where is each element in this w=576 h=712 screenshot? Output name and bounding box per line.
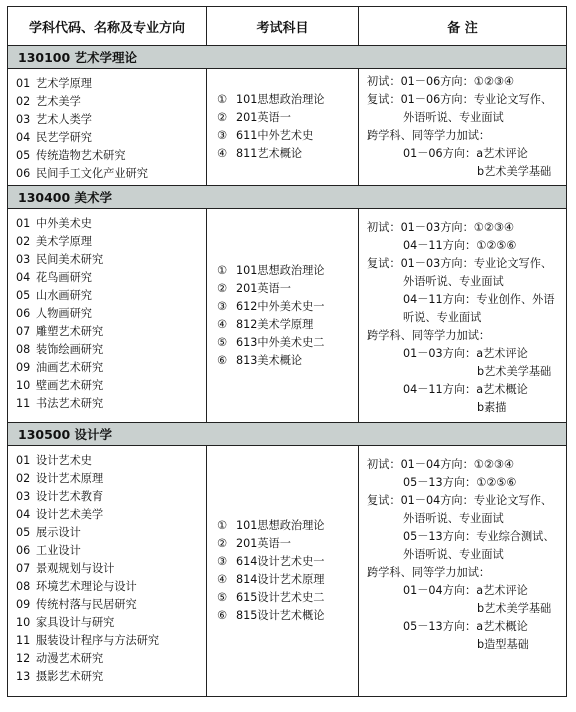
- major-item: [16, 650, 206, 668]
- major-code: 05: [16, 149, 31, 162]
- major-name: 展示设计: [36, 526, 81, 539]
- note-line: b艺术美学基础: [477, 602, 552, 615]
- exam-item: [217, 91, 358, 109]
- exam-marker: ③: [217, 129, 228, 142]
- exam-marker: ①: [217, 93, 228, 106]
- exam-marker: ②: [217, 537, 228, 550]
- section-body-row: [8, 446, 567, 697]
- major-item: [16, 506, 206, 524]
- note-line: 04－11方向：a艺术概论: [403, 383, 528, 396]
- section-title: 130400 美术学: [8, 186, 567, 209]
- note-line: 复试：01－06方向：专业论文写作、: [367, 93, 553, 106]
- major-item: [16, 614, 206, 632]
- section-body-row: [8, 209, 567, 423]
- exam-marker: ④: [217, 147, 228, 160]
- exam-marker: ②: [217, 111, 228, 124]
- exam-item: [217, 334, 358, 352]
- major-name: 人物画研究: [36, 307, 92, 320]
- major-code: 11: [16, 634, 31, 647]
- major-code: 12: [16, 652, 31, 665]
- major-item: [16, 323, 206, 341]
- exam-item: [217, 280, 358, 298]
- exam-subject: 614设计艺术史一: [236, 555, 325, 568]
- exam-item: [217, 109, 358, 127]
- major-name: 传统村落与民居研究: [36, 598, 137, 611]
- major-name: 设计艺术原理: [36, 472, 104, 485]
- note-line: 跨学科、同等学力加试：: [367, 329, 491, 342]
- exam-item: [217, 127, 358, 145]
- major-name: 油画艺术研究: [36, 361, 104, 374]
- section-title: 130500 设计学: [8, 423, 567, 446]
- header-notes: 备 注: [359, 7, 567, 46]
- major-item: [16, 470, 206, 488]
- note-line: b造型基础: [477, 638, 529, 651]
- section-header-row: [8, 423, 567, 446]
- header-discipline: 学科代码、名称及专业方向: [8, 7, 207, 46]
- note-line: 01－03方向：a艺术评论: [403, 347, 528, 360]
- exam-subject: 612中外美术史一: [236, 299, 325, 313]
- major-item: [16, 632, 206, 650]
- major-name: 摄影艺术研究: [36, 670, 104, 683]
- major-code: 02: [16, 235, 31, 248]
- major-item: [16, 377, 206, 395]
- exam-item: [217, 517, 358, 535]
- exam-marker: ⑥: [217, 353, 228, 367]
- note-line: 外语听说、专业面试: [403, 275, 504, 288]
- major-name: 艺术美学: [36, 95, 81, 108]
- major-name: 服装设计程序与方法研究: [36, 634, 160, 647]
- section-header-row: [8, 46, 567, 69]
- exam-subject: 201英语一: [236, 111, 291, 124]
- major-item: [16, 488, 206, 506]
- major-name: 艺术学原理: [36, 77, 92, 90]
- note-line: b艺术美学基础: [477, 365, 552, 378]
- major-code: 06: [16, 544, 31, 557]
- major-name: 书法艺术研究: [36, 397, 104, 410]
- major-name: 环境艺术理论与设计: [36, 580, 137, 593]
- major-name: 中外美术史: [36, 217, 92, 230]
- major-code: 09: [16, 361, 31, 374]
- major-code: 01: [16, 77, 31, 90]
- exam-subject: 201英语一: [236, 537, 291, 550]
- note-line: 05－13方向：专业综合测试、: [403, 530, 555, 543]
- major-code: 10: [16, 616, 31, 629]
- exam-marker: ⑥: [217, 609, 228, 622]
- exam-subject: 201英语一: [236, 281, 291, 295]
- major-item: [16, 305, 206, 323]
- major-item: [16, 542, 206, 560]
- major-name: 家具设计与研究: [36, 616, 115, 629]
- major-code: 08: [16, 580, 31, 593]
- exam-item: [217, 535, 358, 553]
- major-name: 艺术人类学: [36, 113, 92, 126]
- major-item: [16, 668, 206, 686]
- exam-marker: ⑤: [217, 591, 228, 604]
- exam-marker: ④: [217, 573, 228, 586]
- major-item: [16, 129, 206, 147]
- major-code: 03: [16, 253, 31, 266]
- major-name: 雕塑艺术研究: [36, 325, 104, 338]
- majors-cell: [8, 209, 207, 423]
- major-code: 11: [16, 397, 31, 410]
- exam-item: [217, 262, 358, 280]
- major-name: 美术学原理: [36, 235, 92, 248]
- major-code: 02: [16, 95, 31, 108]
- major-item: [16, 287, 206, 305]
- major-item: [16, 111, 206, 129]
- exam-subject: 615设计艺术史二: [236, 591, 325, 604]
- major-name: 花鸟画研究: [36, 271, 92, 284]
- exam-item: [217, 298, 358, 316]
- note-line: 外语听说、专业面试: [403, 548, 504, 561]
- note-line: 外语听说、专业面试: [403, 111, 504, 124]
- major-name: 民间手工文化产业研究: [36, 167, 148, 180]
- exam-item: [217, 352, 358, 370]
- note-line: b艺术美学基础: [477, 165, 552, 178]
- note-line: 复试：01－03方向：专业论文写作、: [367, 257, 553, 270]
- note-line: 初试：01－06方向：①②③④: [367, 75, 514, 88]
- major-name: 装饰绘画研究: [36, 343, 104, 356]
- major-name: 景观规划与设计: [36, 562, 115, 575]
- major-item: [16, 233, 206, 251]
- exam-marker: ①: [217, 263, 228, 277]
- major-code: 03: [16, 113, 31, 126]
- exam-marker: ③: [217, 299, 228, 313]
- note-line: 01－06方向：a艺术评论: [403, 147, 528, 160]
- exam-subject: 811艺术概论: [236, 147, 303, 160]
- exam-subject: 101思想政治理论: [236, 93, 325, 106]
- major-item: [16, 395, 206, 413]
- major-code: 04: [16, 131, 31, 144]
- major-code: 08: [16, 343, 31, 356]
- exam-marker: ①: [217, 519, 228, 532]
- exams-cell: [207, 209, 359, 423]
- exam-marker: ④: [217, 317, 228, 331]
- note-line: 01－04方向：a艺术评论: [403, 584, 528, 597]
- note-line: b素描: [477, 401, 507, 414]
- major-item: [16, 215, 206, 233]
- major-item: [16, 93, 206, 111]
- exam-subject: 814设计艺术原理: [236, 573, 325, 586]
- notes-cell: [359, 446, 567, 697]
- major-name: 传统造物艺术研究: [36, 149, 126, 162]
- major-name: 设计艺术美学: [36, 508, 104, 521]
- major-code: 09: [16, 598, 31, 611]
- note-line: 外语听说、专业面试: [403, 512, 504, 525]
- major-item: [16, 596, 206, 614]
- major-name: 山水画研究: [36, 289, 92, 302]
- major-name: 设计艺术史: [36, 454, 92, 467]
- exam-subject: 101思想政治理论: [236, 519, 325, 532]
- major-code: 02: [16, 472, 31, 485]
- exam-subject: 812美术学原理: [236, 317, 314, 331]
- majors-cell: [8, 446, 207, 697]
- table-header-row: [8, 7, 567, 46]
- major-code: 10: [16, 379, 31, 392]
- note-line: 初试：01－04方向：①②③④: [367, 458, 514, 471]
- major-item: [16, 578, 206, 596]
- exam-marker: ②: [217, 281, 228, 295]
- major-name: 壁画艺术研究: [36, 379, 104, 392]
- major-code: 05: [16, 526, 31, 539]
- header-exam-subjects: 考试科目: [207, 7, 359, 46]
- section-title: 130100 艺术学理论: [8, 46, 567, 69]
- note-line: 复试：01－04方向：专业论文写作、: [367, 494, 553, 507]
- exam-item: [217, 316, 358, 334]
- note-line: 05－13方向：a艺术概论: [403, 620, 528, 633]
- notes-cell: [359, 69, 567, 186]
- exams-cell: [207, 69, 359, 186]
- major-name: 工业设计: [36, 544, 81, 557]
- exam-subject: 101思想政治理论: [236, 263, 325, 277]
- exam-subject: 815设计艺术概论: [236, 609, 325, 622]
- exam-item: [217, 145, 358, 163]
- section-header-row: [8, 186, 567, 209]
- exam-subjects-table: [7, 6, 567, 697]
- major-code: 06: [16, 307, 31, 320]
- major-name: 设计艺术教育: [36, 490, 104, 503]
- major-item: [16, 452, 206, 470]
- major-item: [16, 165, 206, 183]
- major-item: [16, 147, 206, 165]
- notes-cell: [359, 209, 567, 423]
- major-item: [16, 560, 206, 578]
- major-code: 04: [16, 508, 31, 521]
- major-code: 03: [16, 490, 31, 503]
- note-line: 04－11方向：①②⑤⑥: [403, 239, 517, 252]
- major-name: 动漫艺术研究: [36, 652, 104, 665]
- major-code: 06: [16, 167, 31, 180]
- exam-item: [217, 607, 358, 625]
- major-code: 01: [16, 454, 31, 467]
- major-code: 07: [16, 325, 31, 338]
- major-item: [16, 341, 206, 359]
- exam-marker: ③: [217, 555, 228, 568]
- exam-subject: 611中外艺术史: [236, 129, 314, 142]
- exam-item: [217, 589, 358, 607]
- note-line: 05－13方向：①②⑤⑥: [403, 476, 517, 489]
- note-line: 听说、专业面试: [403, 311, 482, 324]
- major-code: 13: [16, 670, 31, 683]
- note-line: 跨学科、同等学力加试：: [367, 566, 491, 579]
- major-name: 民间美术研究: [36, 253, 104, 266]
- major-item: [16, 359, 206, 377]
- exam-subject: 813美术概论: [236, 353, 303, 367]
- exams-cell: [207, 446, 359, 697]
- exam-item: [217, 553, 358, 571]
- note-line: 跨学科、同等学力加试：: [367, 129, 491, 142]
- major-code: 07: [16, 562, 31, 575]
- exam-subject: 613中外美术史二: [236, 335, 325, 349]
- exam-marker: ⑤: [217, 335, 228, 349]
- note-line: 04－11方向：专业创作、外语: [403, 293, 555, 306]
- major-name: 民艺学研究: [36, 131, 92, 144]
- major-item: [16, 251, 206, 269]
- major-item: [16, 524, 206, 542]
- major-item: [16, 269, 206, 287]
- note-line: 初试：01－03方向：①②③④: [367, 221, 514, 234]
- major-code: 01: [16, 217, 31, 230]
- major-code: 05: [16, 289, 31, 302]
- exam-item: [217, 571, 358, 589]
- major-item: [16, 75, 206, 93]
- section-body-row: [8, 69, 567, 186]
- majors-cell: [8, 69, 207, 186]
- major-code: 04: [16, 271, 31, 284]
